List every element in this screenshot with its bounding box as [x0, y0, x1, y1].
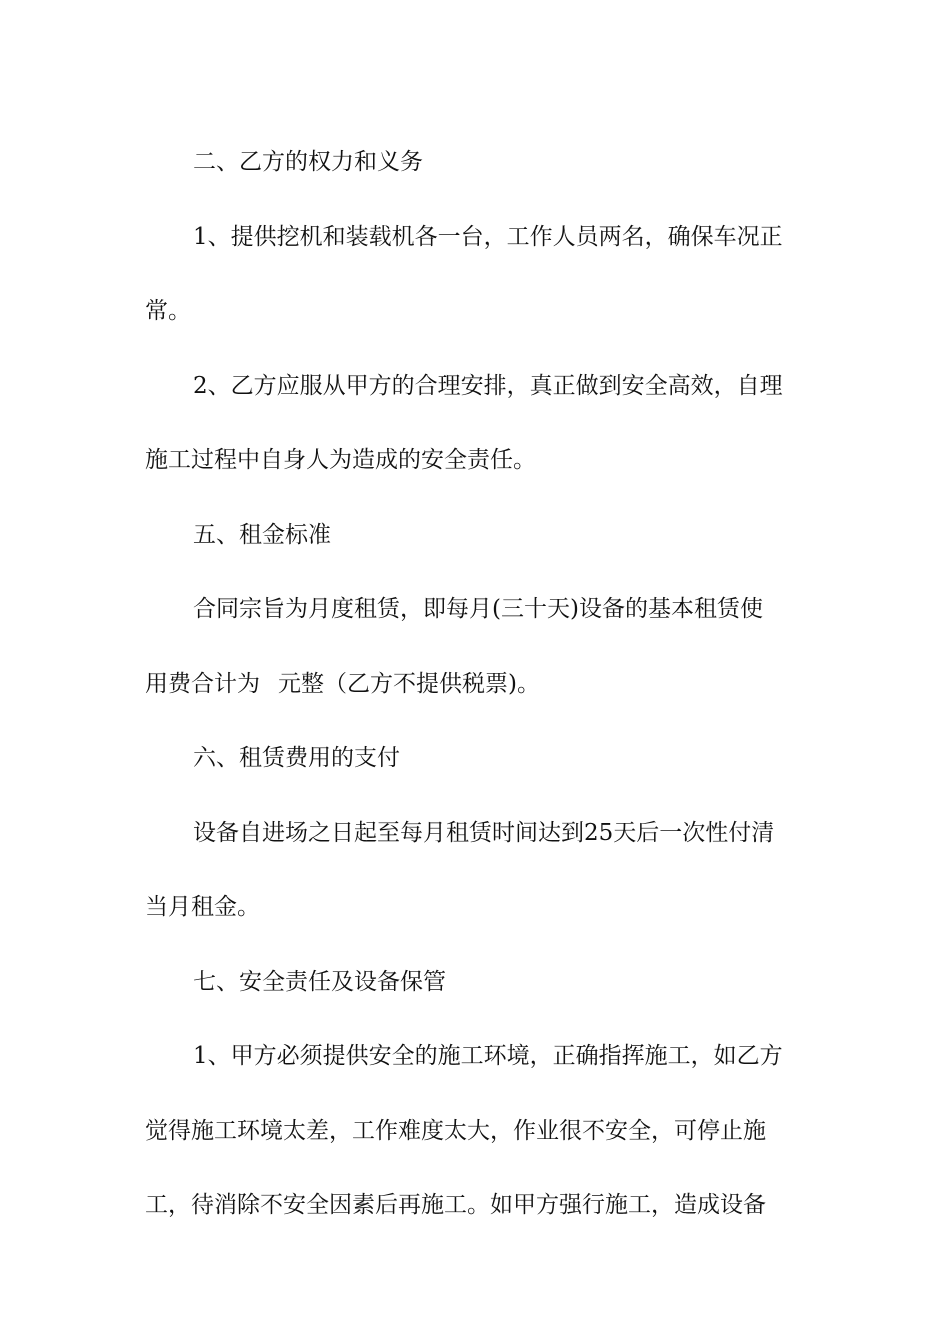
rent-total-suffix: 元整（乙方不提供税票)。 — [278, 670, 540, 697]
section-heading-rent-standard: 五、租金标准 — [193, 521, 331, 548]
section-heading-rent-payment: 六、租赁费用的支付 — [193, 745, 400, 771]
document-body — [145, 125, 807, 1243]
paragraph-line: 当月租金。 — [145, 894, 260, 920]
paragraph-line: 1、甲方必须提供安全的施工环境，正确指挥施工，如乙方 — [193, 1043, 783, 1069]
paragraph-line-rent-amount — [145, 647, 807, 722]
paragraph-line: 2、乙方应服从甲方的合理安排，真正做到安全高效，自理 — [193, 372, 783, 399]
paragraph-line: 施工过程中自身人为造成的安全责任。 — [145, 447, 536, 473]
paragraph-line: 合同宗旨为月度租赁，即每月(三十天)设备的基本租赁使 — [193, 596, 763, 622]
section-heading-party-b-rights: 二、乙方的权力和义务 — [193, 149, 423, 175]
paragraph-line: 常。 — [145, 298, 191, 324]
rent-total-label: 用费合计为 — [145, 670, 260, 697]
section-heading-safety: 七、安全责任及设备保管 — [193, 968, 446, 995]
paragraph-line: 觉得施工环境太差，工作难度太大，作业很不安全，可停止施 — [145, 1117, 766, 1144]
paragraph-line: 设备自进场之日起至每月租赁时间达到25天后一次性付清 — [193, 819, 775, 846]
paragraph-line: 工，待消除不安全因素后再施工。如甲方强行施工，造成设备 — [145, 1192, 766, 1218]
paragraph-line: 1、提供挖机和装载机各一台，工作人员两名，确保车况正 — [193, 223, 783, 250]
